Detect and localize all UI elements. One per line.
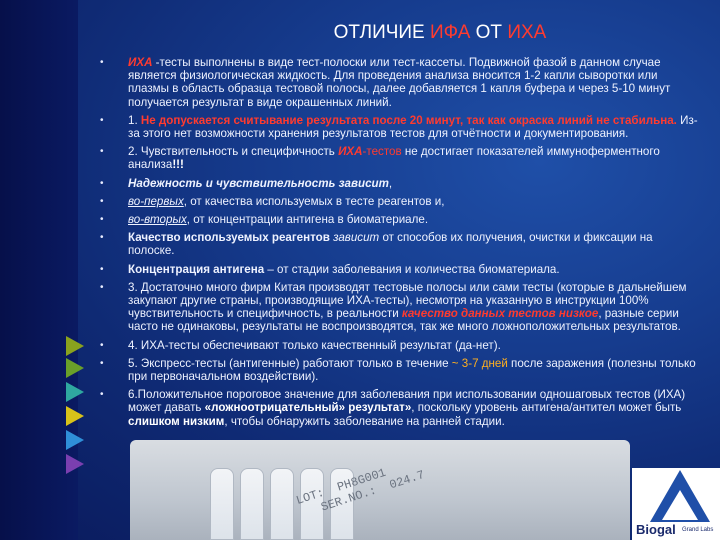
list-item: • 2. Чувствительность и специфичность ИХА-тестов не достигает показателей иммуноферментного анализа!!! bbox=[100, 145, 660, 172]
logo-name: Biogal bbox=[636, 522, 676, 537]
photo-label: LOT: PH8G001 SER.NO.: 024.7 bbox=[294, 465, 427, 522]
page-title bbox=[230, 22, 650, 44]
title-iha: ИХА bbox=[507, 22, 547, 43]
list-item: • во-вторых, от концентрации антигена в биоматериале. bbox=[100, 213, 429, 227]
bullet-list bbox=[100, 56, 700, 433]
bullet-icon: • bbox=[100, 177, 104, 189]
bullet-icon: • bbox=[100, 232, 104, 244]
arrow-4-icon bbox=[66, 406, 84, 426]
arrow-3-icon bbox=[66, 382, 84, 402]
strip bbox=[270, 468, 294, 540]
strip bbox=[240, 468, 264, 540]
list-item: • Качество используемых реагентов зависит от способов их получения, очистки и фиксации на полоске. bbox=[100, 231, 653, 258]
logo-triangle-inner bbox=[662, 490, 698, 520]
bullet-icon: • bbox=[100, 195, 104, 207]
arrow-1-icon bbox=[66, 336, 84, 356]
list-item: • 1. Не допускается считывание результата после 20 минут, так как окраска линий не стабильна. Из-за этого нет возможности хранения результатов тестов для отчётности и документирования. bbox=[100, 113, 698, 141]
bullet-icon: • bbox=[100, 339, 104, 351]
bullet-icon: • bbox=[100, 57, 104, 68]
list-item: • Концентрация антигена – от стадии заболевания и количества биоматериала. bbox=[100, 262, 560, 276]
bullet-icon: • bbox=[100, 114, 104, 126]
title-mid: ОТ bbox=[470, 22, 508, 43]
logo-sub: Grand Labs bbox=[682, 527, 714, 533]
list-item: • Надежность и чувствительность зависит, bbox=[100, 176, 393, 190]
title-ifa: ИФА bbox=[430, 22, 471, 43]
list-item: • 6.Положительное пороговое значение для заболевания при использовании одношаговых тестов (ИХА) может давать «ложноотрицательный» результат», поскольку уровень антигена/антител может быть слишком низким, чтобы обнаружить заболевание на ранней стадии. bbox=[100, 388, 686, 428]
title-prefix: ОТЛИЧИЕ bbox=[333, 22, 431, 43]
bullet-icon: • bbox=[100, 281, 104, 293]
list-item: • ИХА -тесты выполнены в виде тест-полоски или тест-кассеты. Подвижной фазой в данном случае является физиологическая жидкость. Для проведения анализа вносится 1-2 капли сыворотки или плазмы в область образца тестовой полосы, далее добавляется 1 капля буфера и через 5-10 минут получается результат в виде окрашенных линий. bbox=[100, 56, 671, 109]
bullet-icon: • bbox=[100, 389, 104, 401]
arrow-5-icon bbox=[66, 430, 84, 450]
list-item: • 4. ИХА-тесты обеспечивают только качественный результат (да-нет). bbox=[100, 338, 501, 352]
bullet-icon: • bbox=[100, 214, 104, 226]
arrow-2-icon bbox=[66, 358, 84, 378]
list-item: • 5. Экспресс-тесты (антигенные) работают только в течение ~ 3-7 дней после заражения (полезны только при первоначальном воздействии). bbox=[100, 356, 696, 384]
list-item: • во-первых, от качества используемых в тесте реагентов и, bbox=[100, 194, 445, 208]
strip bbox=[210, 468, 234, 540]
bullet-icon: • bbox=[100, 263, 104, 275]
bullet-icon: • bbox=[100, 357, 104, 369]
bullet-icon: • bbox=[100, 146, 104, 158]
list-item: • 3. Достаточно много фирм Китая производят тестовые полосы или сами тесты (которые в дальнейшем закупают другие страны, производящие ИХА-тесты), несмотря на указанную в инструкции 100% чувствительность и специфичность, в реальности качество данных тестов низкое, разные серии часто не одинаковы, результаты не воспроизводятся, так же много ложноположительных результатов. bbox=[100, 280, 687, 334]
arrow-6-icon bbox=[66, 454, 84, 474]
